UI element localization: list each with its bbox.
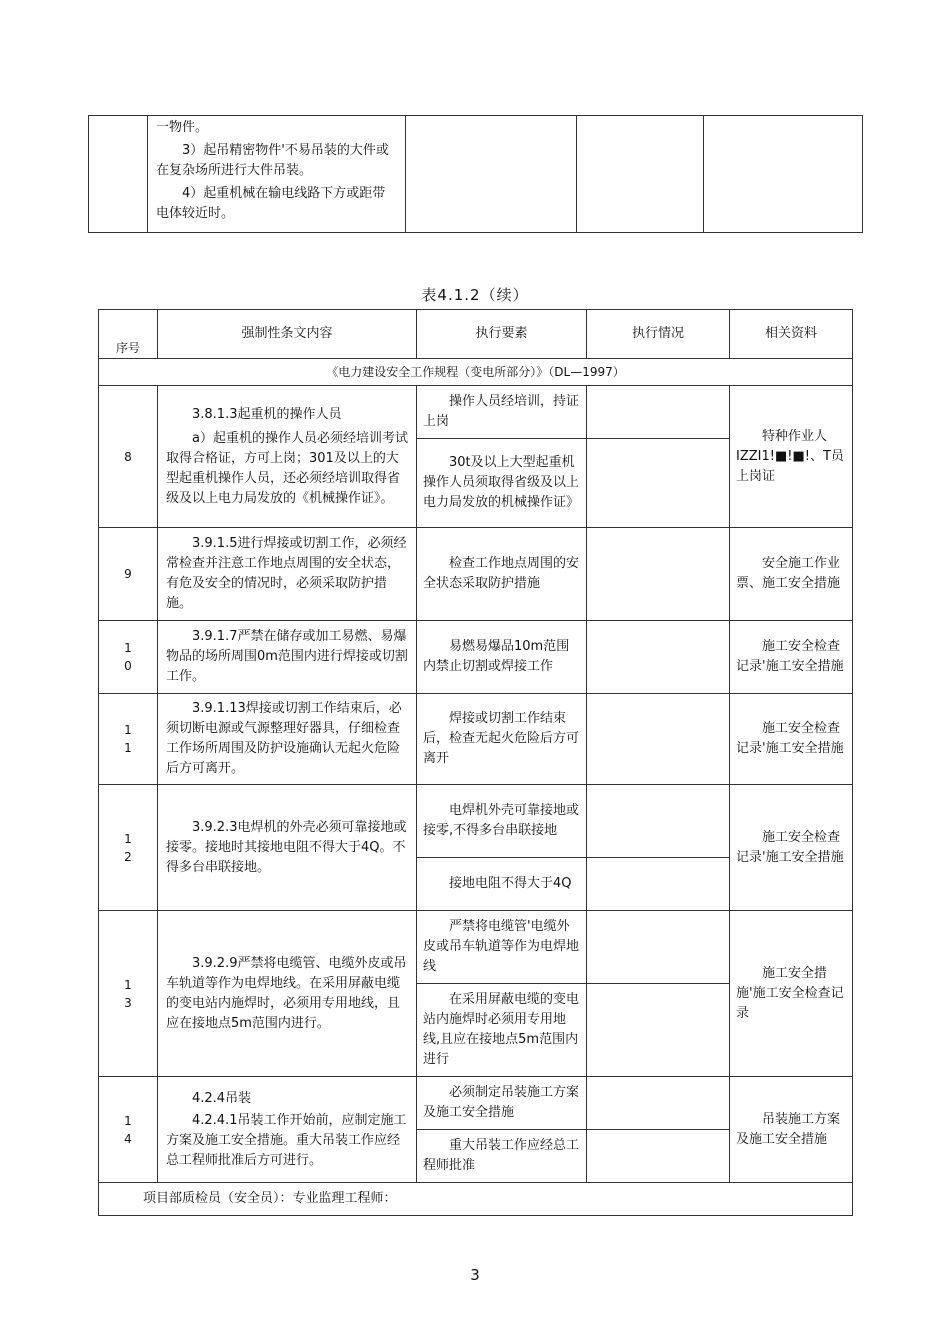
row-element-text: 重大吊装工作应经总工程师批准 <box>423 1138 580 1173</box>
continuation-content-cell <box>148 116 406 233</box>
row-materials <box>730 528 853 621</box>
row-element <box>417 984 587 1077</box>
row-element <box>417 785 587 858</box>
header-row <box>99 310 853 359</box>
row-materials <box>730 386 853 528</box>
continuation-table <box>88 115 863 233</box>
table-row <box>99 694 853 785</box>
row-materials <box>730 911 853 1077</box>
row-content-line: 3.9.2.3电焊机的外壳必须可靠接地或接零。接地时其接地电阻不得大于4Q。不得多台串联接地。 <box>166 819 407 875</box>
row-seq: 9 <box>99 528 158 621</box>
row-content <box>158 694 417 785</box>
row-status <box>587 528 730 621</box>
row-materials-text: 吊装施工方案及施工安全措施 <box>736 1111 841 1147</box>
row-element-text: 电焊机外壳可靠接地或接零,不得多台串联接地 <box>423 803 580 838</box>
row-content <box>158 1077 417 1183</box>
row-element <box>417 694 587 785</box>
row-materials-text: 施工安全检查记录'施工安全措施 <box>736 829 844 865</box>
row-content-line: 3.9.1.13焊接或切割工作结束后，必须切断电源或气源整理好器具，仔细检查工作场所周围及防护设施确认无起火危险后方可离开。 <box>166 701 402 776</box>
row-materials <box>730 1077 853 1183</box>
row-status <box>587 1130 730 1183</box>
row-materials <box>730 621 853 694</box>
continuation-seq-cell <box>89 116 148 233</box>
row-element-text: 必须制定吊装施工方案及施工安全措施 <box>423 1085 580 1120</box>
row-materials-text: 施工安全检查记录'施工安全措施 <box>736 639 844 674</box>
row-element-text: 接地电阻不得大于4Q <box>449 876 572 891</box>
row-content-line: 3.9.1.7严禁在储存或加工易燃、易爆物品的场所周围0m范围内进行焊接或切割工作。 <box>166 629 408 684</box>
row-element-text: 焊接或切割工作结束后，检查无起火危险后方可离开 <box>423 711 580 766</box>
continuation-materials-cell <box>704 116 863 233</box>
row-status <box>587 911 730 984</box>
header-status: 执行情况 <box>587 310 730 359</box>
row-content-line: 4.2.4.1吊装工作开始前，应制定施工方案及施工安全措施。重大吊装工作应经总工程师批准后方可进行。 <box>166 1112 407 1168</box>
row-content <box>158 386 417 528</box>
row-element <box>417 1077 587 1130</box>
row-content-line: 3.8.1.3起重机的操作人员 <box>192 406 342 422</box>
row-materials <box>730 785 853 911</box>
continuation-status-cell <box>577 116 704 233</box>
row-materials-text: 安全施工作业票、施工安全措施 <box>736 556 841 591</box>
row-element-text: 在采用屏蔽电缆的变电站内施焊时必须用专用地线,且应在接地点5m范围内进行 <box>423 992 580 1067</box>
row-status <box>587 785 730 858</box>
row-materials-text: 施工安全措施'施工安全检查记录 <box>736 965 844 1021</box>
continuation-line: 3）起吊精密物件'不易吊装的大件或在复杂场所进行大件吊装。 <box>156 143 389 178</box>
row-materials-text: 特种作业人IZZI1!■!■!、T员上岗证 <box>736 428 844 484</box>
row-status <box>587 621 730 694</box>
row-element-text: 易燃易爆品10m范围内禁止切割或焊接工作 <box>423 639 570 674</box>
row-status <box>587 858 730 911</box>
row-content <box>158 621 417 694</box>
row-element <box>417 528 587 621</box>
header-content: 强制性条文内容 <box>158 310 417 359</box>
table-row <box>99 1077 853 1130</box>
row-seq: 1 4 <box>99 1077 158 1183</box>
continuation-elements-cell <box>406 116 577 233</box>
table-row <box>99 911 853 984</box>
row-element-text: 检查工作地点周围的安全状态采取防护措施 <box>423 556 580 591</box>
page-number: 3 <box>470 1266 480 1284</box>
standards-table <box>98 309 853 1216</box>
signature-footer: 项目部质检员（安全员）：专业监理工程师： <box>99 1183 853 1216</box>
row-element <box>417 911 587 984</box>
table-caption: 表4.1.2（续） <box>421 286 529 304</box>
row-content <box>158 785 417 911</box>
table-row <box>99 528 853 621</box>
row-content-line: 3.9.1.5进行焊接或切割工作，必须经常检查并注意工作地点周围的安全状态，有危及安全的情况时，必须采取防护措施。 <box>166 536 407 611</box>
row-element <box>417 621 587 694</box>
row-status <box>587 1077 730 1130</box>
row-materials-text: 施工安全检查记录'施工安全措施 <box>736 721 844 756</box>
header-elements: 执行要素 <box>417 310 587 359</box>
header-materials: 相关资料 <box>730 310 853 359</box>
row-seq: 1 0 <box>99 621 158 694</box>
row-content-line: a）起重机的操作人员必须经培训考试取得合格证，方可上岗；301及以上的大型起重机操作人员，还必须经培训取得省级及以上电力局发放的《机械操作证》。 <box>166 430 408 506</box>
continuation-line: 一物件。 <box>156 120 209 135</box>
standard-title: 《电力建设安全工作规程（变电所部分）》（DL—1997） <box>99 359 853 386</box>
row-content <box>158 911 417 1077</box>
row-status <box>587 694 730 785</box>
row-status <box>587 984 730 1077</box>
row-content-line: 3.9.2.9严禁将电缆管、电缆外皮或吊车轨道等作为电焊地线。在采用屏蔽电缆的变电站内施焊时，必须用专用地线，且应在接地点5m范围内进行。 <box>166 955 407 1031</box>
row-materials <box>730 694 853 785</box>
row-content-line: 4.2.4吊装 <box>192 1090 252 1106</box>
row-element <box>417 1130 587 1183</box>
continuation-line: 4）起重机械在输电线路下方或距带电体较近时。 <box>156 186 386 221</box>
row-element <box>417 858 587 911</box>
row-content <box>158 528 417 621</box>
row-status <box>587 386 730 439</box>
row-seq: 1 1 <box>99 694 158 785</box>
header-seq: 序号 <box>99 310 158 359</box>
row-seq: 1 3 <box>99 911 158 1077</box>
row-element-text: 30t及以上大型起重机操作人员须取得省级及以上电力局发放的机械操作证》 <box>423 455 580 510</box>
row-element-text: 严禁将电缆管'电缆外皮或吊车轨道等作为电焊地线 <box>423 919 580 974</box>
row-element <box>417 439 587 528</box>
table-row <box>99 386 853 439</box>
table-row <box>99 785 853 858</box>
row-element-text: 操作人员经培训，持证上岗 <box>423 394 580 429</box>
row-seq: 1 2 <box>99 785 158 911</box>
table-row <box>99 621 853 694</box>
row-status <box>587 439 730 528</box>
row-element <box>417 386 587 439</box>
row-seq: 8 <box>99 386 158 528</box>
